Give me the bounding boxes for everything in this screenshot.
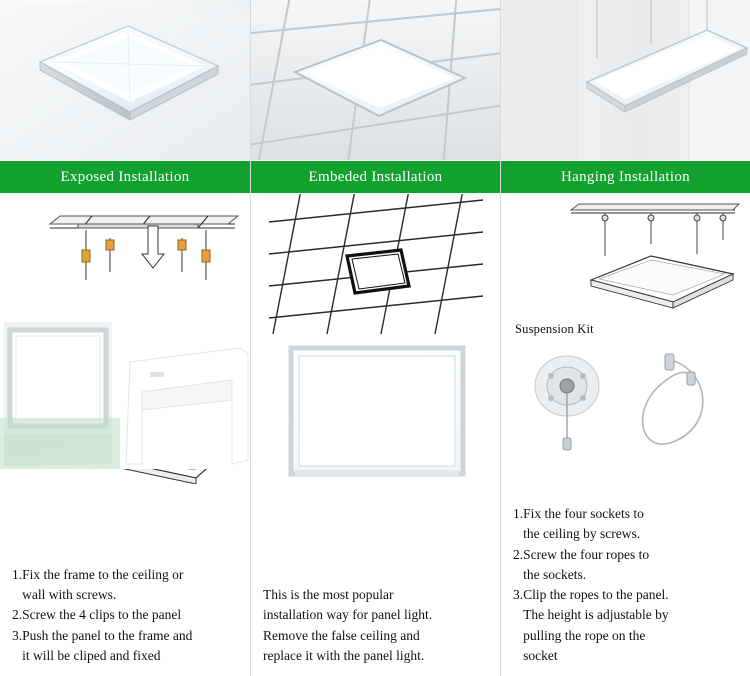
photo-embeded-installation: [251, 0, 500, 160]
step-line: replace it with the panel light.: [263, 647, 425, 663]
step-line: installation way for panel light.: [263, 607, 433, 623]
step-line: 3.Clip the ropes to the panel.: [513, 587, 669, 602]
hanging-diagram-graphic: [501, 194, 750, 334]
embeded-panel-front: [251, 334, 500, 494]
step-line: The height is adjustable by: [513, 607, 669, 623]
column-exposed: [0, 0, 250, 676]
diagram-hanging: [501, 194, 750, 498]
suspension-kit-title: Suspension Kit: [515, 322, 594, 336]
band-embeded: [251, 160, 500, 194]
step-line: socket: [513, 647, 558, 663]
step-line: Remove the false ceiling and: [263, 627, 420, 643]
suspension-kit-photo: [501, 342, 750, 462]
diagram-embeded: [251, 194, 500, 579]
step-line: 1.Fix the frame to the ceiling or: [12, 566, 184, 582]
band-label-embeded: Embeded Installation: [308, 168, 443, 185]
column-hanging: [500, 0, 750, 676]
photo-exposed-installation: [0, 0, 250, 160]
embeded-photo-graphic: [251, 0, 500, 160]
band-label-exposed: Exposed Installation: [60, 168, 190, 185]
step-line: wall with screws.: [12, 587, 117, 602]
step-line: 1.Fix the four sockets to: [513, 506, 644, 521]
step-line: it will be cliped and fixed: [12, 647, 161, 663]
photo-hanging-installation: [501, 0, 750, 160]
steps-embeded: [251, 579, 500, 676]
steps-hanging: [501, 498, 750, 676]
steps-exposed: [0, 559, 250, 676]
column-embeded: [250, 0, 500, 676]
band-label-hanging: Hanging Installation: [561, 168, 690, 185]
hanging-photo-graphic: [501, 0, 750, 160]
step-line: 2.Screw the 4 clips to the panel: [12, 607, 182, 623]
band-hanging: [501, 160, 750, 194]
exposed-frame-photo: [0, 314, 250, 469]
step-line: This is the most popular: [263, 587, 394, 602]
exposed-photo-graphic: [0, 0, 250, 160]
step-line: the sockets.: [513, 566, 587, 582]
step-line: 3.Push the panel to the frame and: [12, 627, 193, 643]
step-line: 2.Screw the four ropes to: [513, 546, 650, 562]
step-line: pulling the rope on the: [513, 627, 646, 643]
diagram-exposed: [0, 194, 250, 559]
step-line: the ceiling by screws.: [513, 526, 641, 542]
band-exposed: [0, 160, 250, 194]
